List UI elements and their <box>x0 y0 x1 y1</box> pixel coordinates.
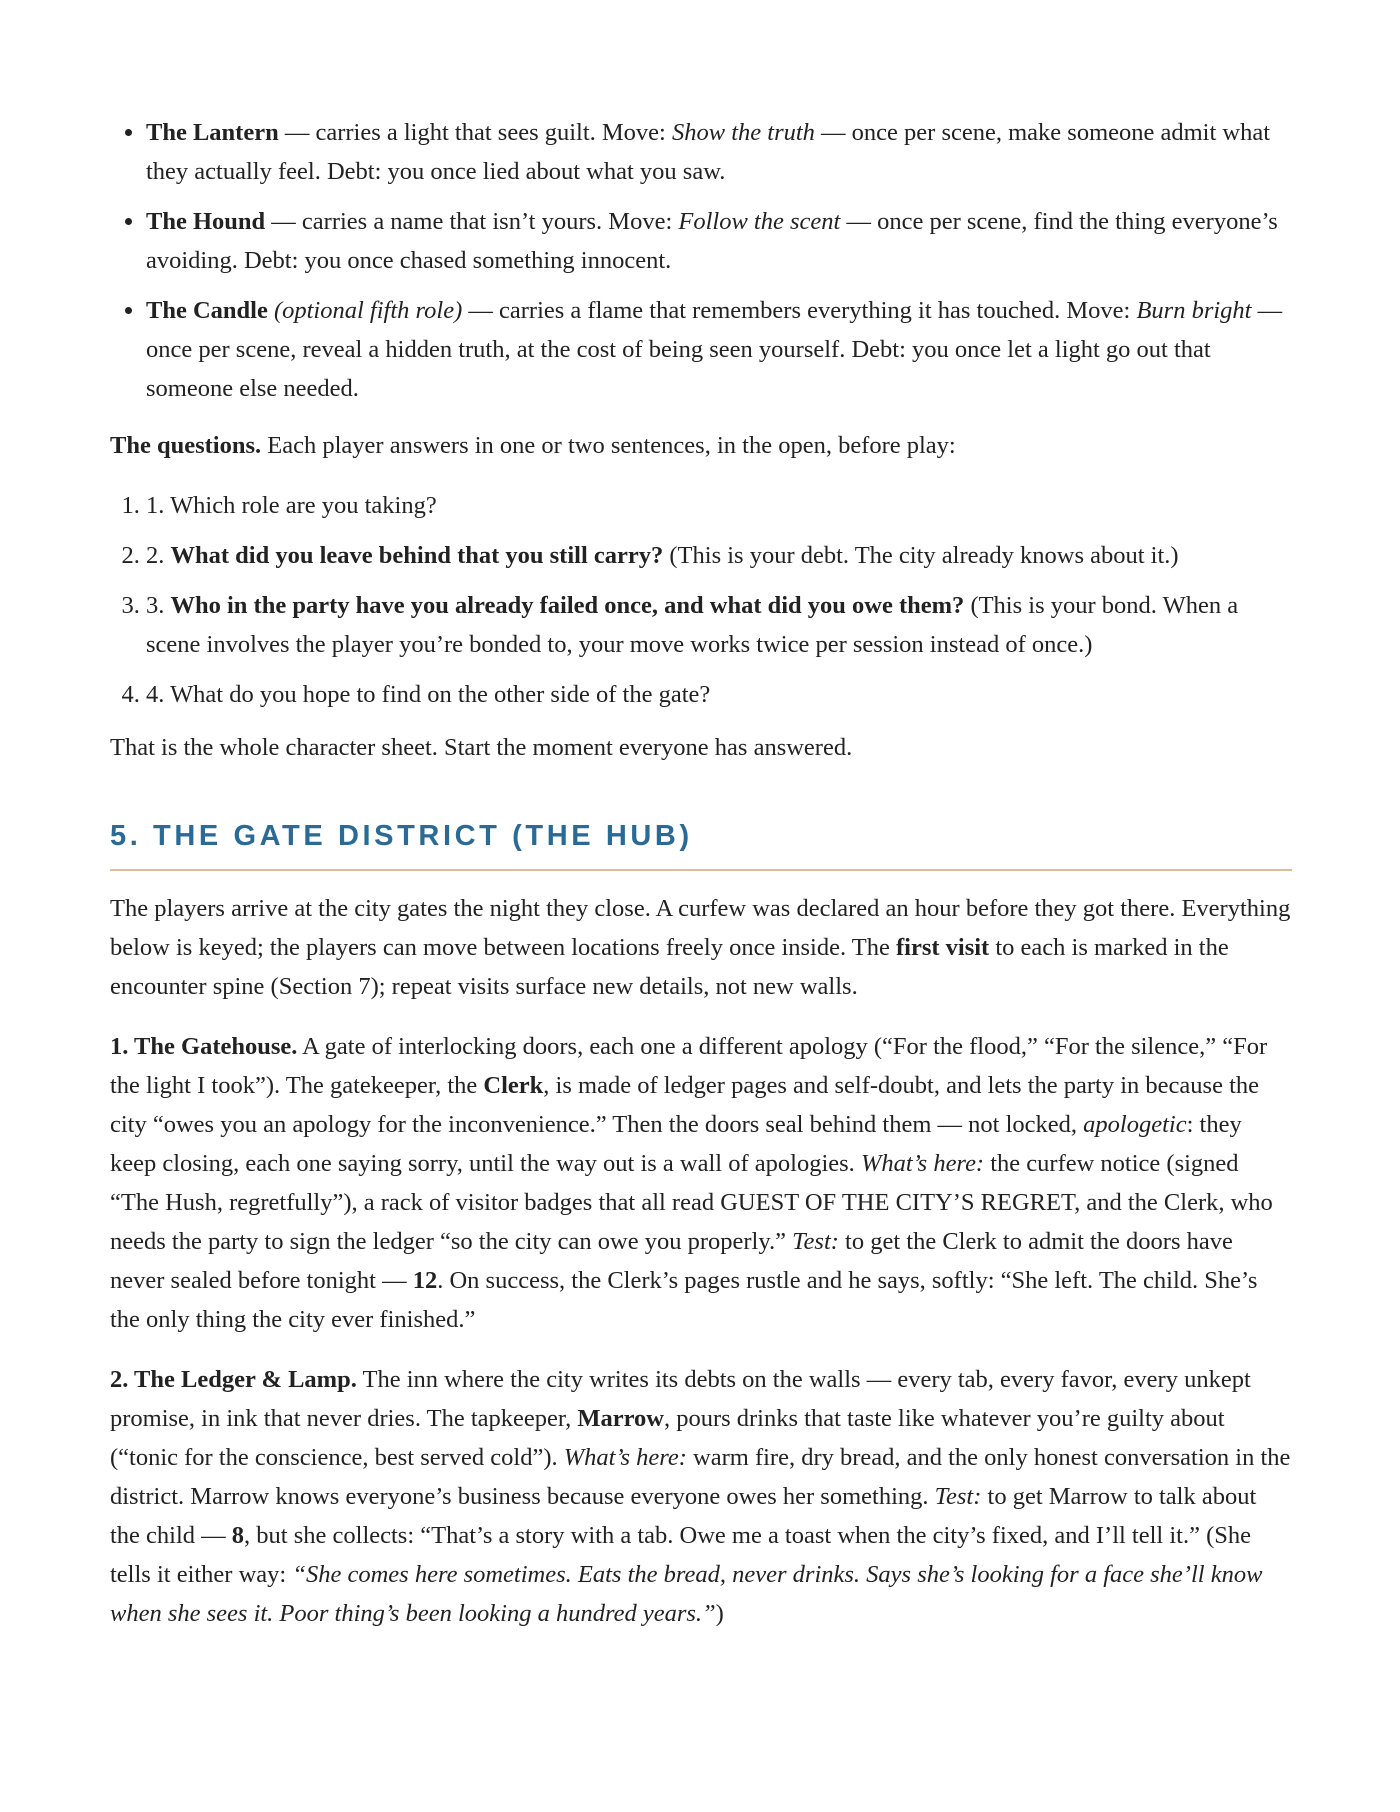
location-text: to get the Clerk to admit the doors have never sealed before tonight — <box>110 1228 1233 1294</box>
role-move: Follow the scent <box>678 208 841 235</box>
test-label: Test: <box>934 1483 982 1510</box>
location-text: the curfew notice (signed “The Hush, regretfully”), a rack of visitor badges that all read GUEST OF THE CITY’S REGRET, and the Clerk, who needs the party to sign the ledger “so the city can owe you properly.” <box>110 1150 1273 1255</box>
test-difficulty: 12 <box>412 1267 438 1294</box>
section-intro <box>110 889 1292 1006</box>
intro-text: to each is marked in the encounter spine (Section 7); repeat visits surface new details, not new walls. <box>110 934 1229 1000</box>
role-description: — once per scene, make someone admit what they actually feel. Debt: you once lied about what you saw. <box>146 119 1271 185</box>
emphasis: apologetic <box>1083 1111 1187 1138</box>
npc-name: Marrow <box>577 1405 664 1432</box>
question-prefix: 3. <box>146 592 171 619</box>
location-text: ) <box>715 1600 724 1627</box>
role-item-lantern <box>146 113 1292 191</box>
questions-intro <box>110 426 1292 465</box>
whats-here-label: What’s here: <box>860 1150 985 1177</box>
question-rest: (This is your debt. The city already knows about it.) <box>663 542 1179 569</box>
questions-intro-text: Each player answers in one or two sentences, in the open, before play: <box>261 432 956 459</box>
location-text: , but she collects: “That’s a story with a tab. Owe me a toast when the city’s fixed, and I’ll tell it.” (She tells it either way: <box>110 1522 1251 1588</box>
question-item <box>146 486 1292 525</box>
role-name: The Lantern <box>146 119 279 146</box>
question-text: What do you hope to find on the other side of the gate? <box>170 681 711 708</box>
question-text: Which role are you taking? <box>170 492 437 519</box>
npc-name: Clerk <box>483 1072 544 1099</box>
question-rest: (This is your bond. When a scene involves the player you’re bonded to, your move works twice per session instead of once.) <box>146 592 1239 658</box>
role-item-candle <box>146 291 1292 408</box>
location-title: 1. The Gatehouse. <box>110 1033 298 1060</box>
location-text: , pours drinks that taste like whatever you’re guilty about (“tonic for the conscience, best served cold”). <box>110 1405 1225 1471</box>
questions-label: The questions. <box>110 432 262 459</box>
question-prefix: 2. <box>146 542 171 569</box>
location-text: warm fire, dry bread, and the only honest conversation in the district. Marrow knows everyone’s business because everyone owes her something. <box>110 1444 1291 1510</box>
question-bold: Who in the party have you already failed once, and what did you owe them? <box>170 592 965 619</box>
location-text: The inn where the city writes its debts on the walls — every tab, every favor, every unkept promise, in ink that never dries. The tapkeeper, <box>110 1366 1251 1432</box>
intro-text: The players arrive at the city gates the night they close. A curfew was declared an hour before they got there. Everything below is keyed; the players can move between locations freely once inside. The <box>110 895 1291 961</box>
questions-list <box>110 486 1292 714</box>
location-text: : they keep closing, each one saying sorry, until the way out is a wall of apologies. <box>110 1111 1242 1177</box>
role-description: — once per scene, reveal a hidden truth, at the cost of being seen yourself. Debt: you once let a light go out that someone else needed. <box>146 297 1283 402</box>
location-ledger-and-lamp <box>110 1360 1292 1633</box>
intro-bold: first visit <box>896 934 990 961</box>
role-name: The Candle <box>146 297 268 324</box>
question-item <box>146 536 1292 575</box>
role-move: Burn bright <box>1136 297 1252 324</box>
test-label: Test: <box>792 1228 839 1255</box>
role-item-hound <box>146 202 1292 280</box>
location-text: A gate of interlocking doors, each one a different apology (“For the flood,” “For the silence,” “For the light I took”). The gatekeeper, the <box>110 1033 1268 1099</box>
sheet-note: That is the whole character sheet. Start the moment everyone has answered. <box>110 734 853 761</box>
location-text: . On success, the Clerk’s pages rustle and he says, softly: “She left. The child. She’s the only thing the city ever finished.” <box>110 1267 1258 1333</box>
npc-quote: “She comes here sometimes. Eats the bread, never drinks. Says she’s looking for a face she’ll know when she sees it. Poor thing’s been looking a hundred years.” <box>110 1561 1263 1627</box>
role-name: The Hound <box>146 208 266 235</box>
role-move: Show the truth <box>672 119 815 146</box>
location-text: , is made of ledger pages and self-doubt, and lets the party in because the city “owes you an apology for the inconvenience.” Then the doors seal behind them — not locked, <box>110 1072 1260 1138</box>
question-item <box>146 675 1292 714</box>
question-prefix: 4. <box>146 681 171 708</box>
document-page <box>110 113 1292 1633</box>
location-text: to get Marrow to talk about the child — <box>110 1483 1257 1549</box>
role-description: — carries a light that sees guilt. Move: <box>278 119 672 146</box>
location-title: 2. The Ledger & Lamp. <box>110 1366 357 1393</box>
section-heading: 5. THE GATE DISTRICT (THE HUB) <box>110 818 1292 871</box>
role-description: — carries a name that isn’t yours. Move: <box>265 208 679 235</box>
role-description: — once per scene, find the thing everyone’s avoiding. Debt: you once chased something innocent. <box>146 208 1278 274</box>
question-item <box>146 586 1292 664</box>
whats-here-label: What’s here: <box>563 1444 687 1471</box>
role-note: (optional fifth role) <box>267 297 463 324</box>
role-description: — carries a flame that remembers everything it has touched. Move: <box>462 297 1137 324</box>
test-difficulty: 8 <box>231 1522 245 1549</box>
question-prefix: 1. <box>146 492 171 519</box>
roles-list <box>110 113 1292 408</box>
question-bold: What did you leave behind that you still carry? <box>170 542 664 569</box>
location-gatehouse <box>110 1027 1292 1339</box>
